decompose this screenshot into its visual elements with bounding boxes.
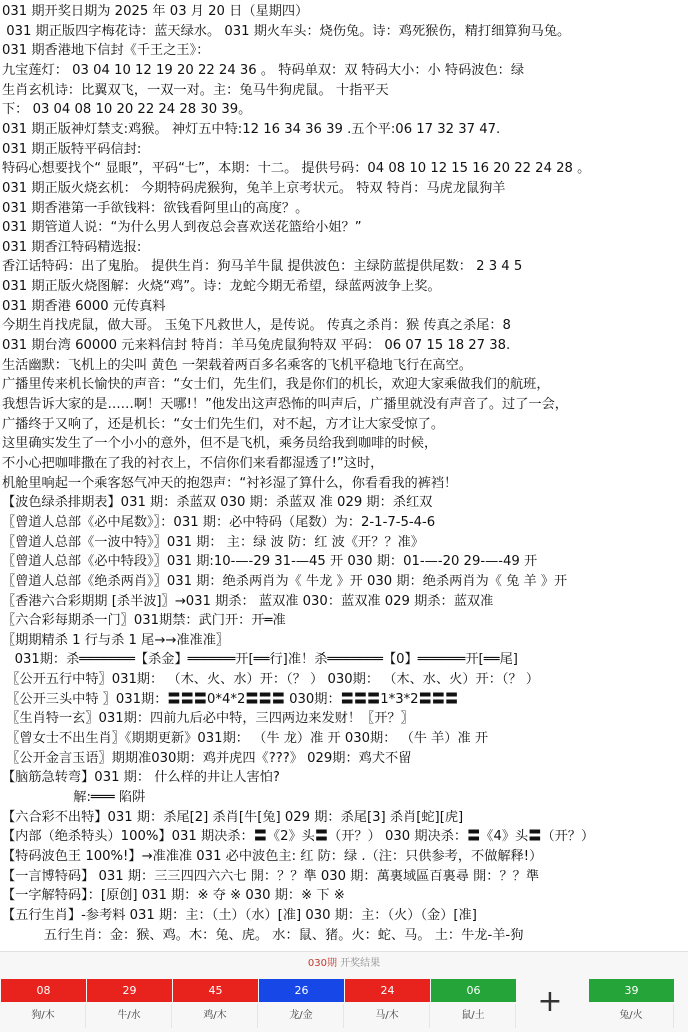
text-line: 不小心把咖啡撒在了我的衬衣上，不信你们来看都湿透了!”这时， (2, 455, 384, 471)
text-line: 031 期香江特码精选报: (2, 239, 142, 255)
text-line: 广播里传来机长愉快的声音：“女士们，先生们，我是你们的机长，欢迎大家乘做我们的航班， (2, 377, 550, 393)
text-line: 〖六合彩每期杀一门〗031期禁：武门开：开═准 (2, 613, 286, 629)
result-zodiac-1: 狗/木 (1, 1004, 86, 1028)
text-line: 031 期香港 6000 元传真料 (2, 298, 166, 314)
text-line: 五行生肖：金：猴、鸡。木：兔、虎。 水：鼠、猪。火：蛇、马。 土：牛龙-羊-狗 (2, 927, 524, 943)
text-line: 【波色绿杀排期表】031 期：杀蓝双 030 期：杀蓝双 准 029 期：杀红双 (2, 495, 433, 511)
text-line: 031 期正版火烧玄机： 今期特码虎猴狗，兔羊上京考状元。 特双 特肖：马虎龙鼠狗羊 (2, 180, 506, 196)
text-line: 【内部（绝杀特头）100%】031 期决杀：〓《2》头〓（开？） 030 期决杀：〓《4》头〓（开？） (2, 829, 595, 845)
text-line: 【六合彩不出特】031 期：杀尾[2] 杀肖[牛[兔] 029 期：杀尾[3] 杀肖[蛇][虎] (2, 809, 464, 825)
text-line: 031 期开奖日期为 2025 年 03 月 20 日（星期四） (2, 4, 309, 19)
text-line: 【一言博特码】 031 期：三三四四六六七 開：？？準 030 期：萬裏域區百裏尋 開：？？準 (2, 868, 540, 884)
text-line: 031 期管道人说：“为什么男人到夜总会喜欢送花篮给小姐？” (2, 220, 362, 236)
plus-icon: + (537, 984, 563, 1019)
result-ball-special: 39 (589, 979, 674, 1002)
text-line: 031 期香港第一手欲钱料：欲钱看阿里山的高度？。 (2, 200, 309, 216)
result-zodiac-6: 鼠/土 (431, 1004, 516, 1028)
text-line: 下： 03 04 08 10 20 22 24 28 30 39。 (2, 102, 252, 118)
result-ball-4: 26 (259, 979, 344, 1002)
text-line: 机舱里响起一个乘客怒气冲天的抱怨声：“衬衫湿了算什么，你看看我的裤裆！ (2, 475, 458, 491)
result-zodiac-3: 鸡/木 (173, 1004, 258, 1028)
results-period: 030期 (307, 958, 337, 969)
text-line: 031 期台湾 60000 元来料信封 特肖：羊马兔虎鼠狗特双 平码： 06 07 15 18 27 38. (2, 338, 511, 354)
text-line: 〖曾道人总部《必中尾数》〗：031 期：必中特码（尾数）为：2-1-7-5-4-6 (2, 514, 436, 530)
result-ball-2: 29 (87, 979, 172, 1002)
text-line: 〖公开三头中特 〗031期：〓〓〓0*4*2〓〓〓 030期：〓〓〓1*3*2〓〓〓 (2, 691, 459, 707)
text-line: 031 期香港地下信封《千王之王》： (2, 43, 210, 59)
text-line: 〖香港六合彩期期 [杀半波]〗→031 期杀： 蓝双准 030：蓝双准 029 期杀：蓝双准 (2, 593, 494, 609)
result-ball-6: 06 (431, 979, 516, 1002)
text-line: 〖生肖特一玄〗031期：四前九后必中特，三四两边来发财！〖开？〗 (2, 711, 414, 727)
text-line: 今期生肖找虎鼠，做大哥。 玉兔下凡救世人，是传说。 传真之杀肖：猴 传真之杀尾：8 (2, 318, 511, 334)
text-line: 生活幽默：飞机上的尖叫 黄色 一架载着两百多名乘客的飞机平稳地飞行在高空。 (2, 357, 472, 373)
text-line: 这里确实发生了一个小小的意外，但不是飞机，乘务员给我到咖啡的时候， (2, 436, 438, 452)
result-zodiac-4: 龙/金 (259, 1004, 344, 1028)
results-title (0, 958, 688, 970)
text-line: 〖曾女士不出生肖〗《期期更新》031期： （牛 龙）准 开 030期： （牛 羊）准 开 (2, 731, 489, 747)
text-line: 〖曾道人总部《绝杀两肖》〗031 期：绝杀两肖为《 牛龙 》开 030 期：绝杀两肖为《 兔 羊 》开 (2, 573, 568, 589)
result-zodiac-5: 马/木 (345, 1004, 430, 1028)
text-line: 【五行生肖】-参考料 031 期：主：（土）（水）[准] 030 期：主：（火）（金）[准] (2, 907, 477, 923)
text-line: 031 期正版四字梅花诗：蓝天绿水。 031 期火车头：烧伤兔。诗：鸡死猴伤，精打细算狗马兔。 (2, 23, 571, 39)
text-line: 031 期正版特平码信封: (2, 141, 142, 157)
text-line: 〖期期精杀 1 行与杀 1 尾→→准准准〗 (2, 632, 230, 648)
text-line: 〖公开金言玉语〗期期准030期：鸡并虎四《???》 029期：鸡犬不留 (2, 750, 412, 766)
text-line: 031 期正版神灯禁支:鸡猴。 神灯五中特:12 16 34 36 39 .五个平:06 17 32 37 47. (2, 121, 501, 137)
text-line: 广播终于又响了，还是机长：“女士们先生们，对不起，方才让大家受惊了。 (2, 416, 445, 432)
result-ball-5: 24 (345, 979, 430, 1002)
text-line: 生肖玄机诗：比翼双飞，一双一对。主：兔马牛狗虎鼠。 十指平天 (2, 82, 389, 98)
text-line: 031 期正版火烧图解：火烧“鸡”。诗：龙蛇今期无希望，绿蓝两波争上奖。 (2, 279, 441, 295)
text-line: 【一字解特码】：[原创] 031 期：※ 夺 ※ 030 期：※ 下 ※ (2, 888, 345, 904)
results-bar (0, 951, 688, 1032)
text-line: 特码心想要找个“ 显眼”，平码“七”，本期：十二。 提供号码：04 08 10 12 15 16 20 22 24 28 。 (2, 161, 591, 177)
result-zodiac-special: 兔/火 (589, 1004, 674, 1028)
text-line: 九宝莲灯： 03 04 10 12 19 20 22 24 36 。 特码单双：双 特码大小：小 特码波色：绿 (2, 62, 525, 78)
result-ball-3: 45 (173, 979, 258, 1002)
text-line: 【特码波色王 100%!】→准准准 031 必中波色主: 红 防：绿 .（注：只供参考，不做解释!） (2, 848, 543, 864)
text-line: 【脑筋急转弯】031 期： 什么样的井让人害怕? (2, 770, 280, 786)
results-title-text: 开奖结果 (340, 958, 381, 969)
text-line: 香江话特码：出了鬼胎。 提供生肖：狗马羊牛鼠 提供波色：主绿防蓝提供尾数： 2 3 4 5 (2, 259, 523, 275)
text-line: 031期：杀═══════【杀金】══════开[══行]准！杀═══════【0】══════开[══尾] (2, 652, 518, 668)
text-line: 〖公开五行中特〗031期： （木、火、水）开：（？ ） 030期： （木、水、火）开：（？ ） (2, 672, 540, 688)
text-line: 〖曾道人总部《一波中特》〗031 期： 主：绿 波 防：红 波《开？？准》 (2, 534, 424, 550)
text-line: 解:═══ 陷阱 (2, 790, 146, 805)
result-ball-1: 08 (1, 979, 86, 1002)
text-line: 〖曾道人总部《必中特段》〗031 期:10-—-29 31-—45 开 030 期：01-—-20 29-—-49 开 (2, 554, 538, 570)
result-zodiac-2: 牛/水 (87, 1004, 172, 1028)
text-line: 我想告诉大家的是……啊！天哪!！”他发出这声恐怖的叫声后，广播里就没有声音了。过了一会， (2, 397, 568, 412)
